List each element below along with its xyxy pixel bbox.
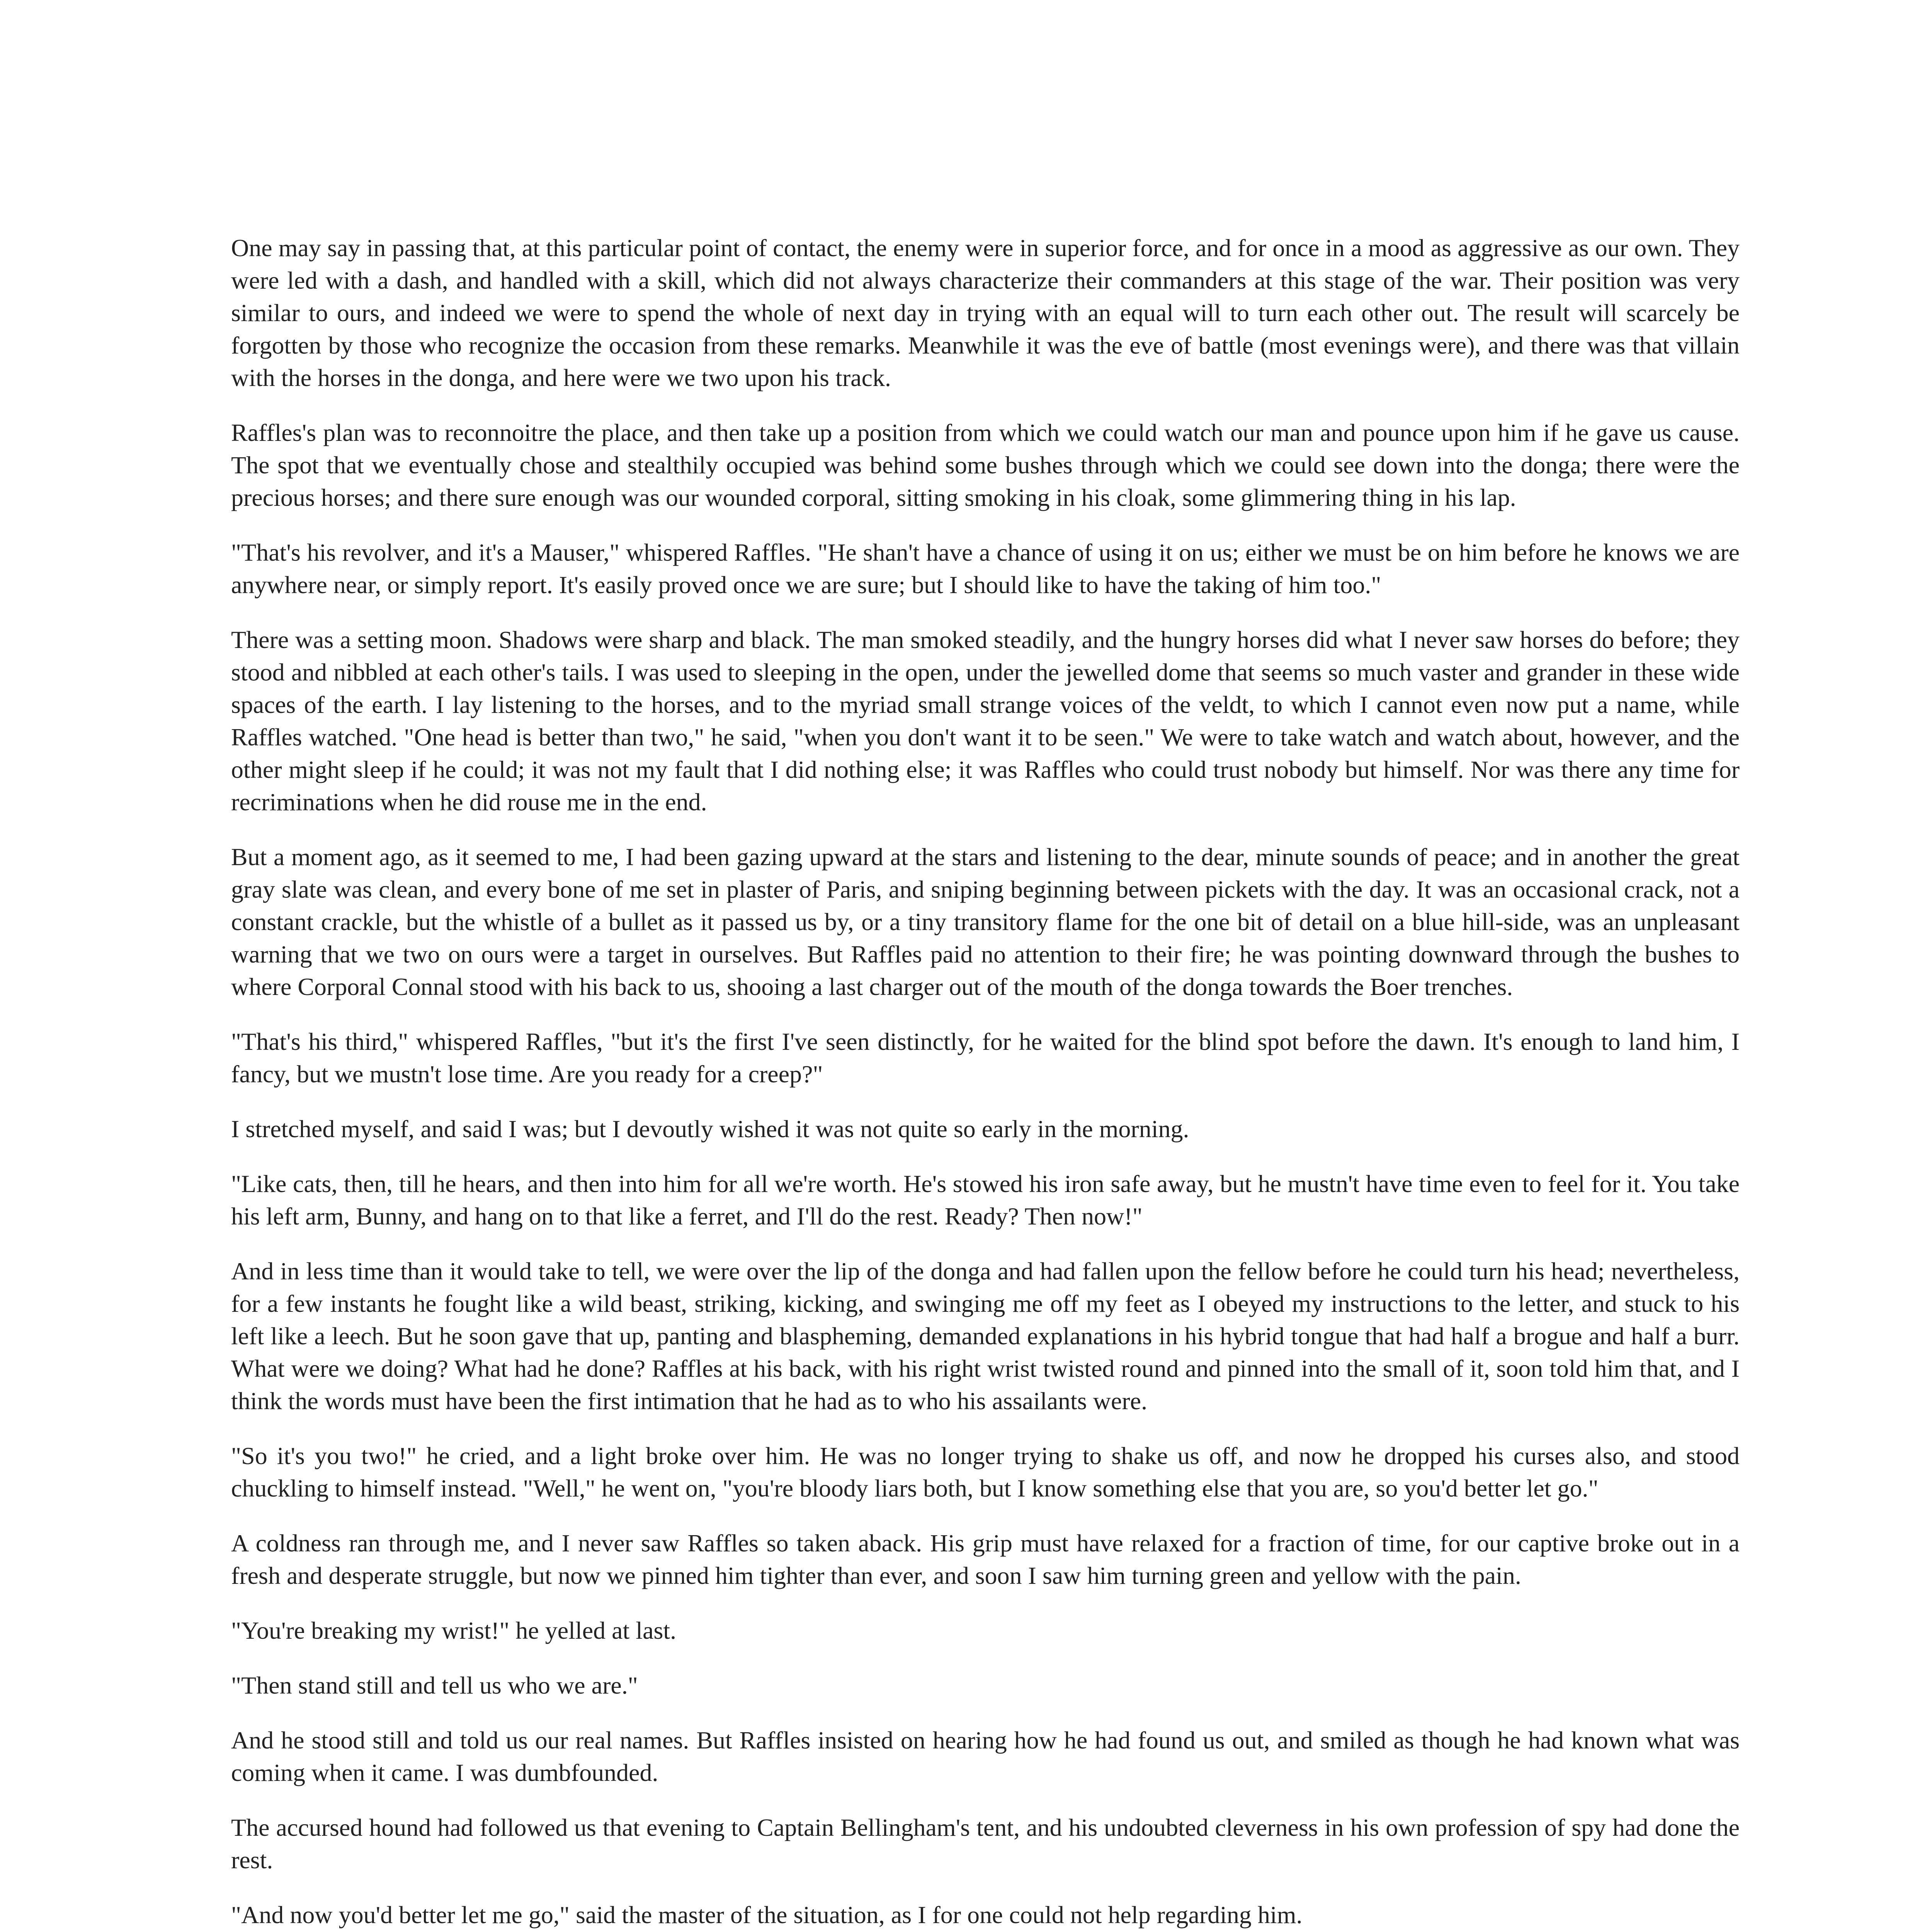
- paragraph: "You're breaking my wrist!" he yelled at last.: [231, 1617, 677, 1644]
- paragraph: A coldness ran through me, and I never saw Raffles so taken aback. His grip must have relaxed for a fraction of time, for our captive broke out in a fresh and desperate struggle, but now we pinned him tighter than ever, and soon I saw him turning green and yellow with the pain.: [231, 1529, 1740, 1589]
- paragraph: There was a setting moon. Shadows were sharp and black. The man smoked steadily, and the hungry horses did what I never saw horses do before; they stood and nibbled at each other's tails. I was used to sleeping in the open, under the jewelled dome that seems so much vaster and grander in these wide spaces of the earth. I lay listening to the horses, and to the myriad small strange voices of the veldt, to which I cannot even now put a name, while Raffles watched. "One head is better than two," he said, "when you don't want it to be seen." We were to take watch and watch about, however, and the other might sleep if he could; it was not my fault that I did nothing else; it was Raffles who could trust nobody but himself. Nor was there any time for recriminations when he did rouse me in the end.: [231, 626, 1740, 816]
- paragraph: And he stood still and told us our real names. But Raffles insisted on hearing how he had found us out, and smiled as though he had known what was coming when it came. I was dumbfounded.: [231, 1726, 1740, 1786]
- paragraph: I stretched myself, and said I was; but I devoutly wished it was not quite so early in the morning.: [231, 1115, 1189, 1143]
- paragraph: The accursed hound had followed us that evening to Captain Bellingham's tent, and his undoubted cleverness in his own profession of spy had done the rest.: [231, 1814, 1740, 1874]
- paragraph: Raffles's plan was to reconnoitre the place, and then take up a position from which we could watch our man and pounce upon him if he gave us cause. The spot that we eventually chose and stealthily occupied was behind some bushes through which we could see down into the donga; there were the precious horses; and there sure enough was our wounded corporal, sitting smoking in his cloak, some glimmering thing in his lap.: [231, 419, 1740, 511]
- paragraph: "Then stand still and tell us who we are.": [231, 1672, 638, 1699]
- paragraph: "Like cats, then, till he hears, and then into him for all we're worth. He's stowed his iron safe away, but he mustn't have time even to feel for it. You take his left arm, Bunny, and hang on to that like a ferret, and I'll do the rest. Ready? Then now!": [231, 1170, 1740, 1230]
- paragraph: But a moment ago, as it seemed to me, I had been gazing upward at the stars and listening to the dear, minute sounds of peace; and in another the great gray slate was clean, and every bone of me set in plaster of Paris, and sniping beginning between pickets with the day. It was an occasional crack, not a constant crackle, but the whistle of a bullet as it passed us by, or a tiny transitory flame for the one bit of detail on a blue hill-side, was an unpleasant warning that we two on ours were a target in ourselves. But Raffles paid no attention to their fire; he was pointing downward through the bushes to where Corporal Connal stood with his back to us, shooing a last charger out of the mouth of the donga towards the Boer trenches.: [231, 843, 1740, 1000]
- paragraph: One may say in passing that, at this particular point of contact, the enemy were in superior force, and for once in a mood as aggressive as our own. They were led with a dash, and handled with a skill, which did not always characterize their commanders at this stage of the war. Their position was very similar to ours, and indeed we were to spend the whole of next day in trying with an equal will to turn each other out. The result will scarcely be forgotten by those who recognize the occasion from these remarks. Meanwhile it was the eve of battle (most evenings were), and there was that villain with the horses in the donga, and here were we two upon his track.: [231, 234, 1740, 391]
- paragraph: "So it's you two!" he cried, and a light broke over him. He was no longer trying to shake us off, and now he dropped his curses also, and stood chuckling to himself instead. "Well," he went on, "you're bloody liars both, but I know something else that you are, so you'd better let go.": [231, 1442, 1740, 1502]
- page-body: [231, 232, 1740, 1932]
- paragraph: "And now you'd better let me go," said the master of the situation, as I for one could not help regarding him.: [231, 1901, 1303, 1929]
- paragraph: "That's his third," whispered Raffles, "but it's the first I've seen distinctly, for he waited for the blind spot before the dawn. It's enough to land him, I fancy, but we mustn't lose time. Are you ready for a creep?": [231, 1028, 1740, 1088]
- paragraph: And in less time than it would take to tell, we were over the lip of the donga and had fallen upon the fellow before he could turn his head; nevertheless, for a few instants he fought like a wild beast, striking, kicking, and swinging me off my feet as I obeyed my instructions to the letter, and stuck to his left like a leech. But he soon gave that up, panting and blaspheming, demanded explanations in his hybrid tongue that had half a brogue and half a burr. What were we doing? What had he done? Raffles at his back, with his right wrist twisted round and pinned into the small of it, soon told him that, and I think the words must have been the first intimation that he had as to who his assailants were.: [231, 1257, 1740, 1415]
- paragraph: "That's his revolver, and it's a Mauser," whispered Raffles. "He shan't have a chance of using it on us; either we must be on him before he knows we are anywhere near, or simply report. It's easily proved once we are sure; but I should like to have the taking of him too.": [231, 539, 1740, 599]
